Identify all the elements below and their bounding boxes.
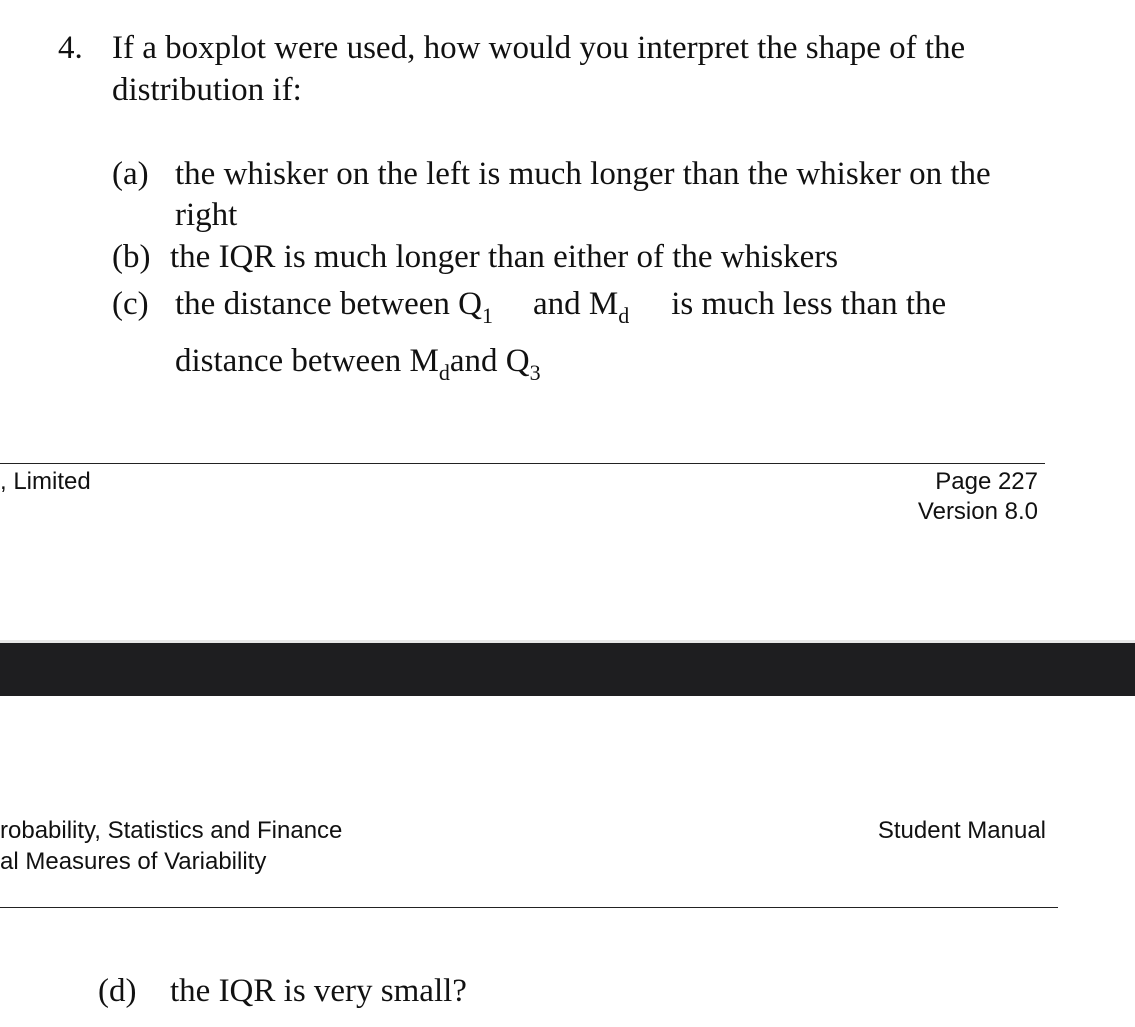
item-c-label: (c): [112, 286, 149, 322]
subscript-d: d: [618, 303, 630, 328]
item-d-label: (d): [98, 973, 137, 1009]
item-b-label: (b): [112, 239, 151, 275]
header-rule: [0, 907, 1058, 908]
question-number: 4.: [58, 30, 83, 66]
item-a-text-line1: the whisker on the left is much longer than the whisker on the: [175, 156, 991, 192]
subscript-d-2: d: [438, 360, 450, 385]
header-left-line2: al Measures of Variability: [0, 848, 267, 875]
item-c-text-line2: [175, 343, 541, 385]
item-d-text: the IQR is very small?: [170, 973, 467, 1009]
item-b-text: the IQR is much longer than either of the whiskers: [170, 239, 839, 275]
header-left-line1: robability, Statistics and Finance: [0, 817, 343, 844]
footer-rule: [0, 463, 1045, 464]
question-text-line1: If a boxplot were used, how would you interpret the shape of the: [112, 30, 966, 66]
page-break-band: [0, 643, 1135, 696]
item-a-label: (a): [112, 156, 149, 192]
footer-left-text: , Limited: [0, 468, 91, 495]
question-text-line2: distribution if:: [112, 72, 302, 108]
item-c-part1: the distance between Q: [175, 286, 482, 322]
footer-version: Version 8.0: [917, 498, 1038, 525]
item-c-part3: is much less than the: [671, 286, 947, 322]
subscript-3: 3: [529, 360, 541, 385]
item-c-part2: and M: [532, 286, 619, 322]
item-a-text-line2: right: [175, 197, 238, 233]
item-c-line2-part2: and Q: [449, 343, 530, 379]
subscript-1: 1: [481, 303, 493, 328]
item-c-text-line1: [175, 286, 947, 328]
header-right-text: Student Manual: [877, 817, 1046, 844]
item-c-line2-part1: distance between M: [175, 343, 439, 379]
footer-page-number: Page 227: [935, 468, 1038, 495]
